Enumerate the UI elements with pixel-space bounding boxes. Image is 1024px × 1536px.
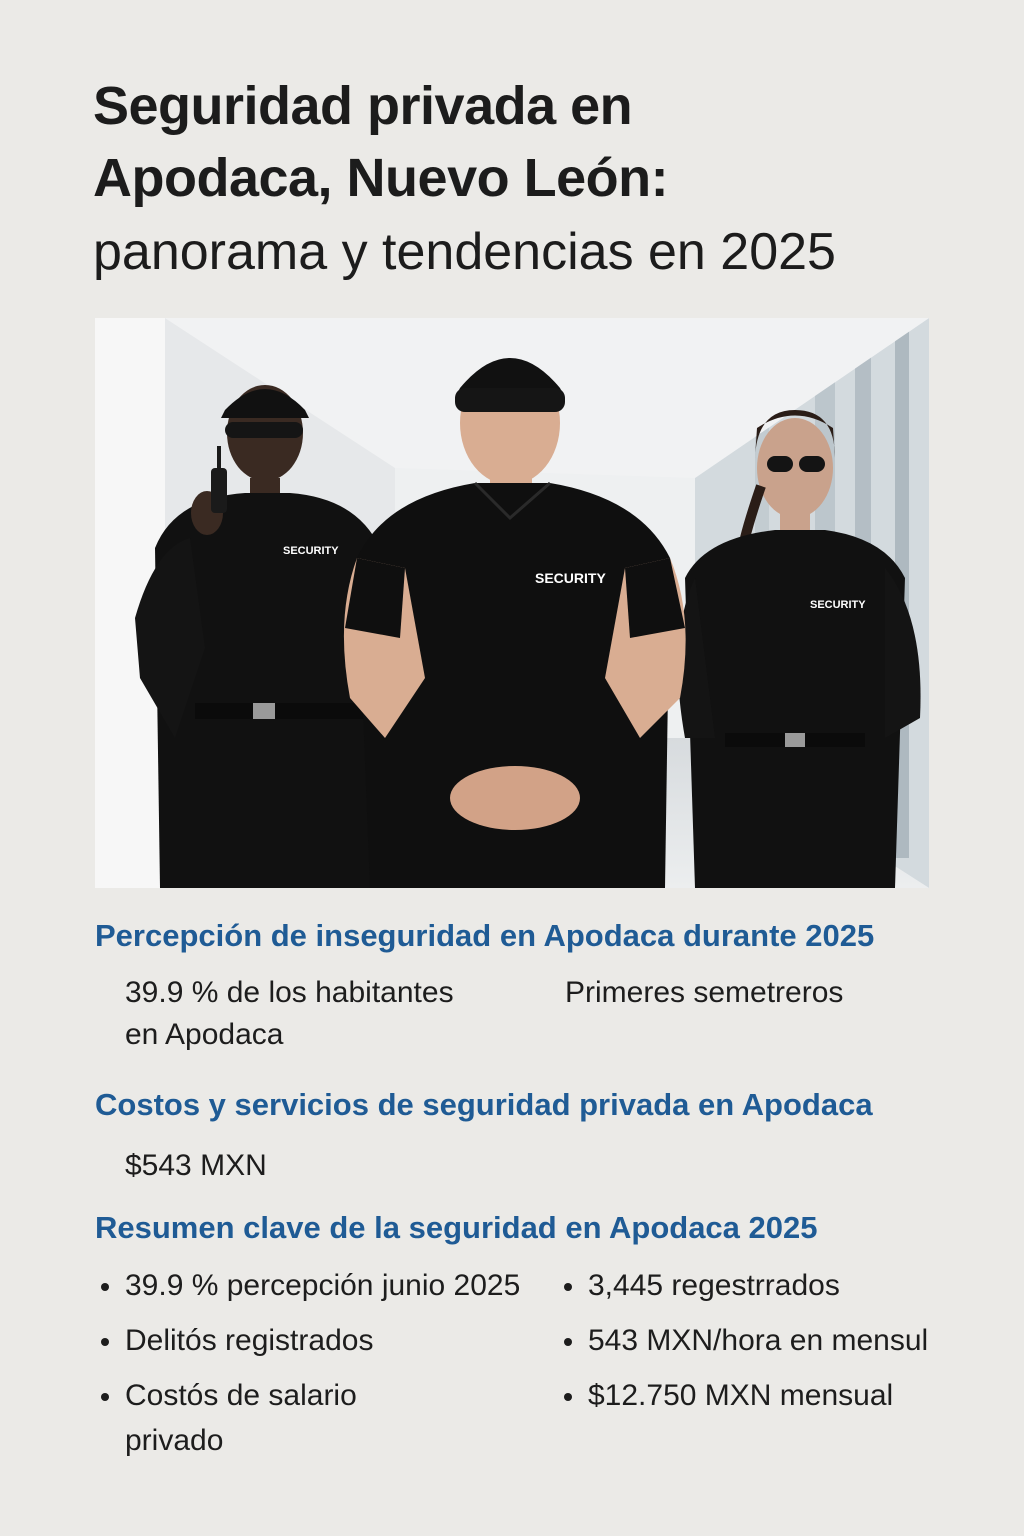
list-item [560,1373,980,1418]
page-title [93,70,973,290]
list-item [560,1318,980,1363]
bullet-icon [101,1283,109,1291]
bullet-icon [564,1393,572,1401]
bullet-icon [101,1393,109,1401]
list-item [97,1373,385,1463]
title-subtitle: panorama y tendencias en 2025 [93,223,836,281]
perception-stat [125,972,454,1056]
list-item-text: 543 MXN/hora en mensul [588,1324,929,1357]
badge-left: SECURITY [283,545,339,557]
list-item [560,1263,980,1308]
list-item-text: 39.9 % percepción junio 2025 [125,1269,521,1302]
summary-list-left [97,1263,537,1473]
security-guards-photo [95,318,929,888]
section-heading-costs: Costos y servicios de seguridad privada en Apodaca [95,1087,873,1122]
bullet-icon [101,1338,109,1346]
list-item [97,1263,537,1308]
title-line-1: Seguridad privada en [93,76,633,136]
bullet-icon [564,1338,572,1346]
cost-value: $543 MXN [125,1149,267,1182]
list-item-text: Costós de salario privado [125,1379,357,1457]
title-line-2: Apodaca, Nuevo León: [93,148,669,208]
perception-period: Primeres semetreros [565,976,844,1009]
bullet-icon [564,1283,572,1291]
list-item [97,1318,537,1363]
list-item-text: Delitós registrados [125,1324,374,1357]
summary-list-right [560,1263,980,1428]
perception-stat-line-1: 39.9 % de los habitantes [125,976,454,1009]
section-heading-perception: Percepción de inseguridad en Apodaca durante 2025 [95,918,875,953]
badge-right: SECURITY [810,599,866,611]
list-item-text: $12.750 MXN mensual [588,1379,894,1412]
list-item-text: 3,445 regestrrados [588,1269,840,1302]
section-heading-summary: Resumen clave de la seguridad en Apodaca 2025 [95,1210,818,1245]
badge-center: SECURITY [535,570,606,586]
perception-stat-line-2: en Apodaca [125,1018,284,1051]
